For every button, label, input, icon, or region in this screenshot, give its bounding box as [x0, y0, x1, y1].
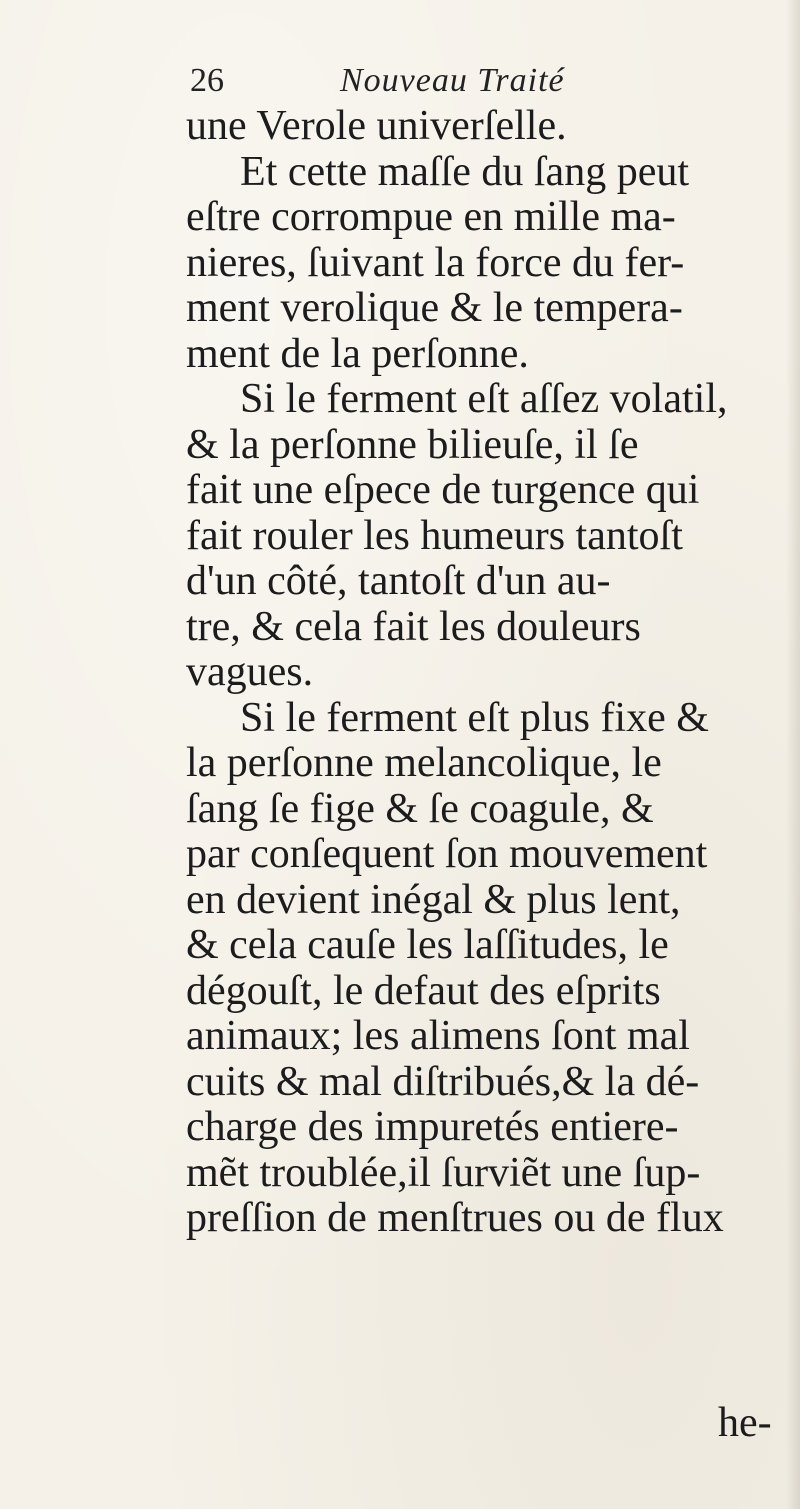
text-line: par conſequent ſon mouvement	[186, 831, 708, 877]
text-line: cuits & mal diſtribués,& la dé-	[186, 1058, 700, 1105]
text-line: animaux; les alimens ſont mal	[186, 1013, 690, 1059]
text-line: ment verolique & le tempera-	[186, 285, 683, 331]
text-line: Et cette maſſe du ſang peut	[240, 148, 689, 195]
text-line: ment de la perſonne.	[186, 330, 529, 377]
text-line: eſtre corrompue en mille ma-	[186, 194, 676, 240]
text-line: d'un côté, tantoſt d'un au-	[186, 558, 611, 604]
page-edge-shadow	[786, 0, 800, 1509]
text-line: une Verole univerſelle.	[186, 103, 567, 149]
text-line: & la perſonne bilieuſe, il ſe	[186, 421, 639, 468]
text-line: fait une eſpece de turgence qui	[186, 467, 700, 513]
body-text	[186, 104, 776, 1242]
text-line: mẽt troublée,il ſurviẽt une ſup-	[186, 1149, 701, 1196]
text-line: la perſonne melancolique, le	[186, 740, 662, 786]
text-line: dégouſt, le defaut des eſprits	[186, 967, 661, 1014]
text-line: tre, & cela fait les douleurs	[186, 603, 641, 650]
text-line: preſſion de menſtrues ou de flux	[186, 1195, 724, 1241]
text-line: vagues.	[186, 649, 314, 695]
text-line: Si le ferment eſt plus fixe &	[240, 694, 709, 741]
running-title: Nouveau Traité	[340, 62, 565, 99]
text-line: fait rouler les humeurs tantoſt	[186, 512, 683, 559]
text-line: ſang ſe fige & ſe coagule, &	[186, 785, 654, 832]
catchword: he-	[718, 1400, 772, 1446]
page-number: 26	[190, 62, 224, 99]
text-line: nieres, ſuivant la force du fer-	[186, 239, 685, 286]
text-line: Si le ferment eſt aſſez volatil,	[240, 376, 728, 422]
text-line: en devient inégal & plus lent,	[186, 876, 681, 923]
text-line: charge des impuretés entiere-	[186, 1104, 679, 1150]
text-line: & cela cauſe les laſſitudes, le	[186, 922, 669, 968]
